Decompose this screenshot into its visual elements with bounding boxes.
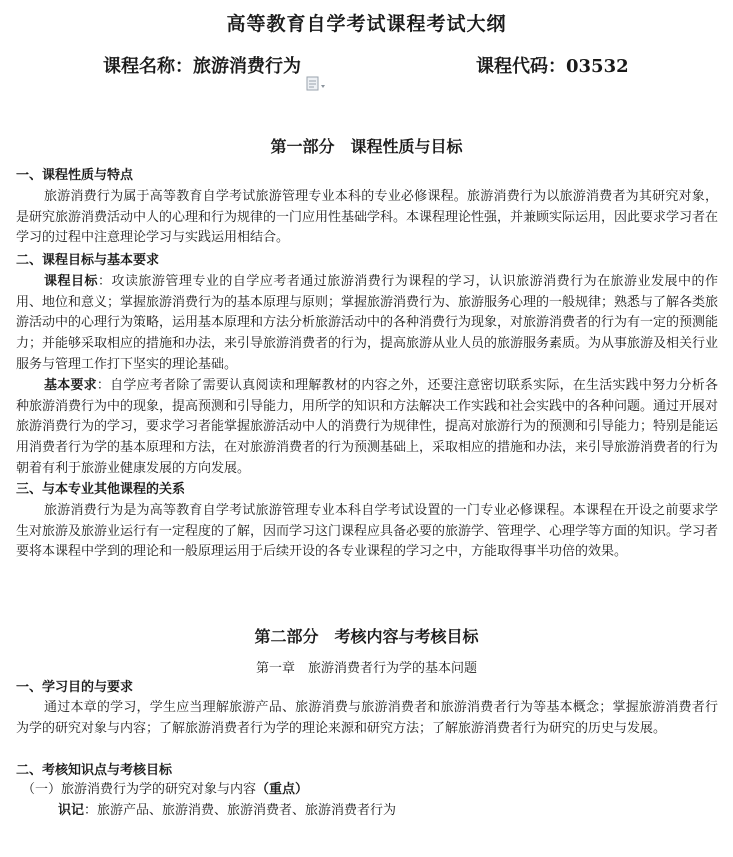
section-heading: 二、考核知识点与考核目标: [16, 763, 173, 778]
goal-label: 课程目标: [44, 274, 98, 289]
requirements-label: 基本要求: [44, 378, 97, 393]
basic-requirements-paragraph: [16, 376, 718, 480]
requirements-text: ：自学应考者除了需要认真阅读和理解教材的内容之外，还要注意密切联系实际，在生活实践中努力分析各种旅游消费行为中的现象，提高预测和引导能力，用所学的知识和方法解决工作实践和社会实践中的各种问题。通过开展对旅游消费行为的学习，要求学习者能掌握旅游活动中人的消费行为规律性，提高对旅游行为的预测和引导能力；特别是能运用消费者行为学的基本原理和方法，在对旅游消费者的行为预测基础上，采取相应的措施和办法，来引导旅游消费者的行为朝着有利于旅游业健康发展的方向发展。: [16, 378, 719, 476]
part-one-title: 第一部分 课程性质与目标: [270, 137, 463, 156]
recall-text: ：旅游产品、旅游消费、旅游消费者、旅游消费者行为: [84, 803, 397, 818]
document-title: 高等教育自学考试课程考试大纲: [226, 13, 507, 35]
course-code: 课程代码：03532: [476, 56, 629, 77]
knowledge-point-text: （一）旅游消费行为学的研究对象与内容: [22, 782, 257, 797]
section-heading: 二、课程目标与基本要求: [16, 253, 160, 268]
course-goal-paragraph: [16, 272, 718, 376]
recall-line: [58, 802, 396, 820]
body-paragraph: 旅游消费行为是为高等教育自学考试旅游管理专业本科自学考试设置的一门专业必修课程。本课程在开设之前要求学生对旅游及旅游业运行有一定程度的了解，因而学习这门课程应具备必要的旅游学、管理学、心理学等方面的知识。学习者要将本课程中学到的理论和一般原理运用于后续开设的各专业课程的学习之中，方能取得事半功倍的效果。: [16, 503, 719, 560]
recall-label: 识记: [58, 803, 85, 818]
key-point-mark: （重点）: [256, 782, 309, 797]
body-paragraph: 旅游消费行为属于高等教育自学考试旅游管理专业本科的专业必修课程。旅游消费行为以旅游消费者为其研究对象，是研究旅游消费活动中人的心理和行为规律的一门应用性基础学科。本课程理论性强，并兼顾实际运用，因此要求学习者在学习的过程中注意理论学习与实践运用相结合。: [16, 189, 719, 246]
section-heading: 三、与本专业其他课程的关系: [16, 482, 186, 497]
goal-text: ：攻读旅游管理专业的自学应考者通过旅游消费行为课程的学习，认识旅游消费行为在旅游业发展中的作用、地位和意义；掌握旅游消费行为的基本原理与原则；掌握旅游消费行为、旅游服务心理的一般规律；熟悉与了解各类旅游活动中的心理行为策略，运用基本原理和方法分析旅游活动中的各种消费行为现象，对旅游消费者的行为有一定的预测能力；并能够采取相应的措施和办法，来引导旅游消费者的行为，提高旅游从业人员的旅游服务素质。为从事旅游及相关行业服务与管理工作打下坚实的理论基础。: [16, 274, 719, 372]
chapter-title: 第一章 旅游消费者行为学的基本问题: [255, 661, 477, 676]
course-name: 课程名称：旅游消费行为: [103, 56, 301, 77]
section-heading: 一、课程性质与特点: [16, 168, 134, 183]
part-two-title: 第二部分 考核内容与考核目标: [254, 627, 479, 646]
paste-options-icon[interactable]: [306, 76, 328, 92]
section-heading: 一、学习目的与要求: [16, 680, 134, 695]
knowledge-point-item: [22, 781, 308, 799]
body-paragraph: 通过本章的学习，学生应当理解旅游产品、旅游消费与旅游消费者和旅游消费者行为等基本概念；掌握旅游消费者行为学的研究对象与内容；了解旅游消费者行为学的理论来源和研究方法；了解旅游消费者行为研究的历史与发展。: [16, 700, 718, 736]
